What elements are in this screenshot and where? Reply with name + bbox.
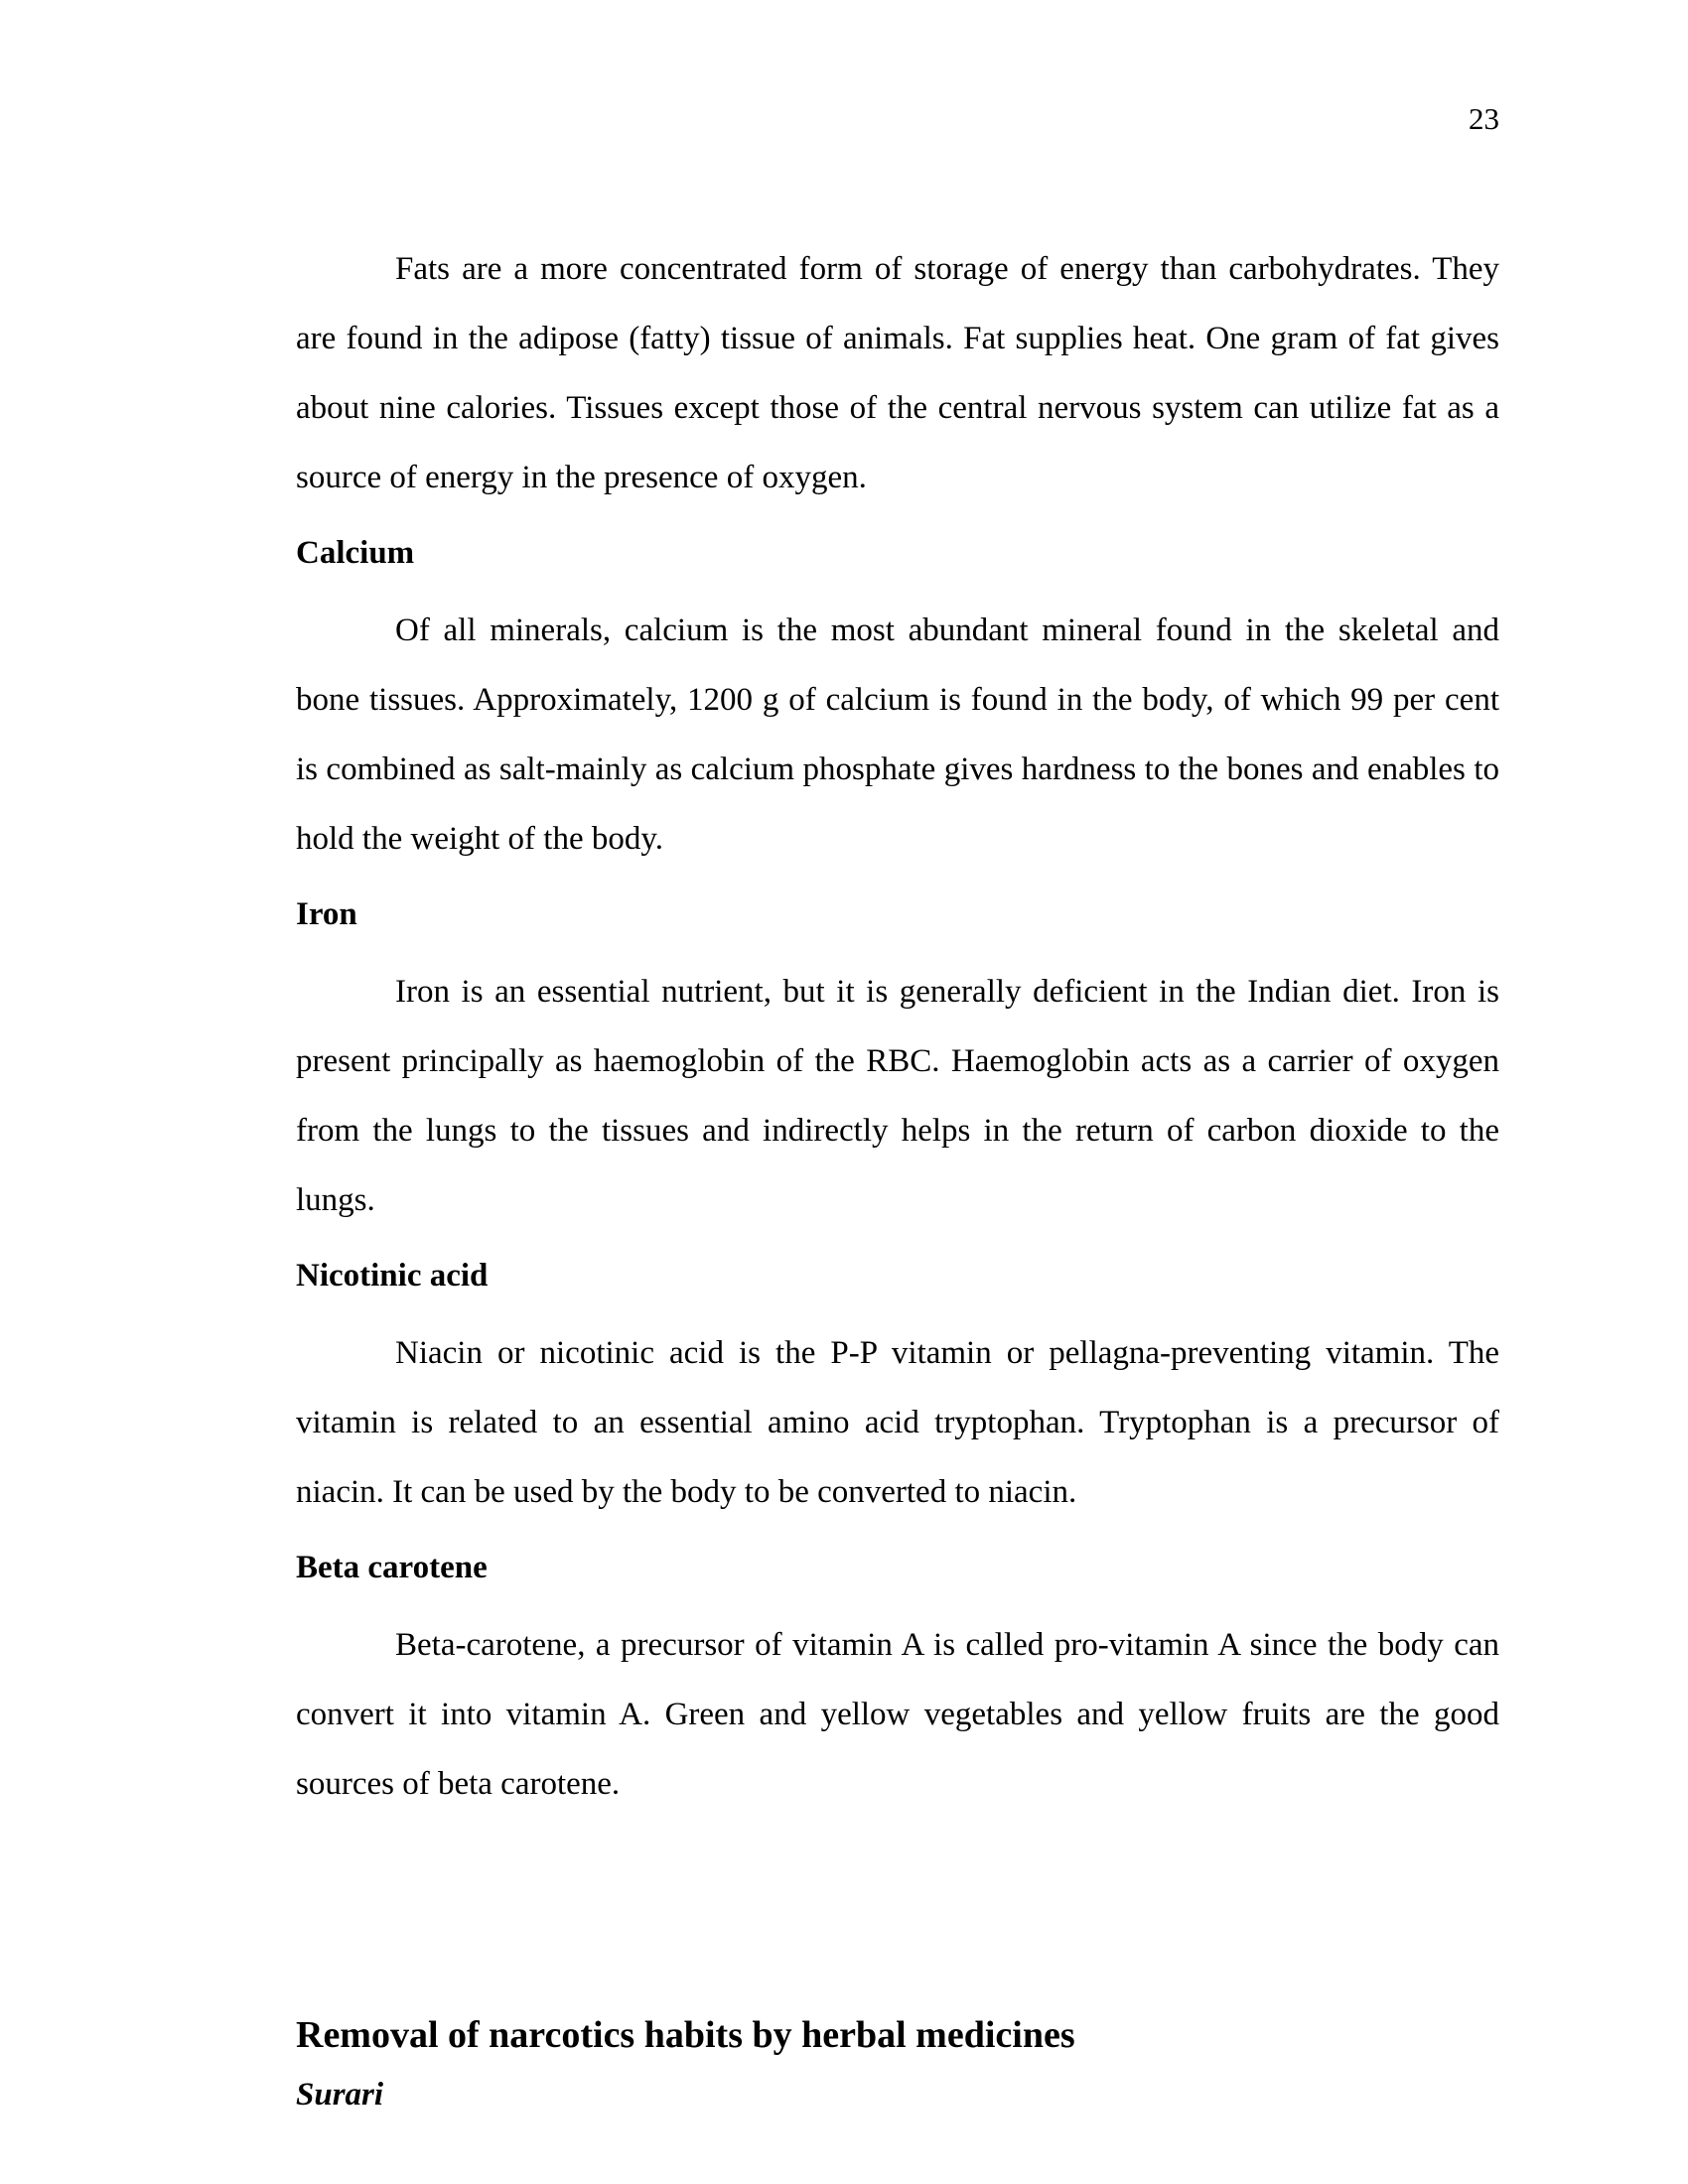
paragraph-calcium: Of all minerals, calcium is the most abundant mineral found in the skeletal and bone tissues. Approximately, 1200 g of calcium is found in the body, of which 99 per cent is combined as salt-mainly as calcium phosphate gives hardness to the bones and enables to hold the weight of the body. [296,613,1499,857]
paragraph-iron: Iron is an essential nutrient, but it is generally deficient in the Indian diet. Iron is present principally as haemoglobin of the RBC. Haemoglobin acts as a carrier of oxygen from the lungs to the tissues and indirectly helps in the return of carbon dioxide to the lungs. [296,974,1499,1218]
heading-calcium: Calcium [296,535,415,571]
heading-nicotinic-acid: Nicotinic acid [296,1258,489,1294]
document-body [296,234,1499,1819]
subheading-surari: Surari [296,2077,384,2113]
heading-narcotics: Removal of narcotics habits by herbal medicines [296,2014,1075,2056]
paragraph-fats: Fats are a more concentrated form of storage of energy than carbohydrates. They are found in the adipose (fatty) tissue of animals. Fat supplies heat. One gram of fat gives about nine calories. Tissues except those of the central nervous system can utilize fat as a source of energy in the presence of oxygen. [296,251,1499,495]
page-number: 23 [1469,101,1499,136]
section-narcotics [296,2011,1499,2115]
heading-iron: Iron [296,896,357,932]
paragraph-beta-carotene: Beta-carotene, a precursor of vitamin A is called pro-vitamin A since the body can convert it into vitamin A. Green and yellow vegetables and yellow fruits are the good sources of beta carotene. [296,1627,1499,1802]
paragraph-nicotinic-acid: Niacin or nicotinic acid is the P-P vitamin or pellagna-preventing vitamin. The vitamin is related to an essential amino acid tryptophan. Tryptophan is a precursor of niacin. It can be used by the body to be converted to niacin. [296,1335,1499,1510]
heading-beta-carotene: Beta carotene [296,1550,488,1585]
